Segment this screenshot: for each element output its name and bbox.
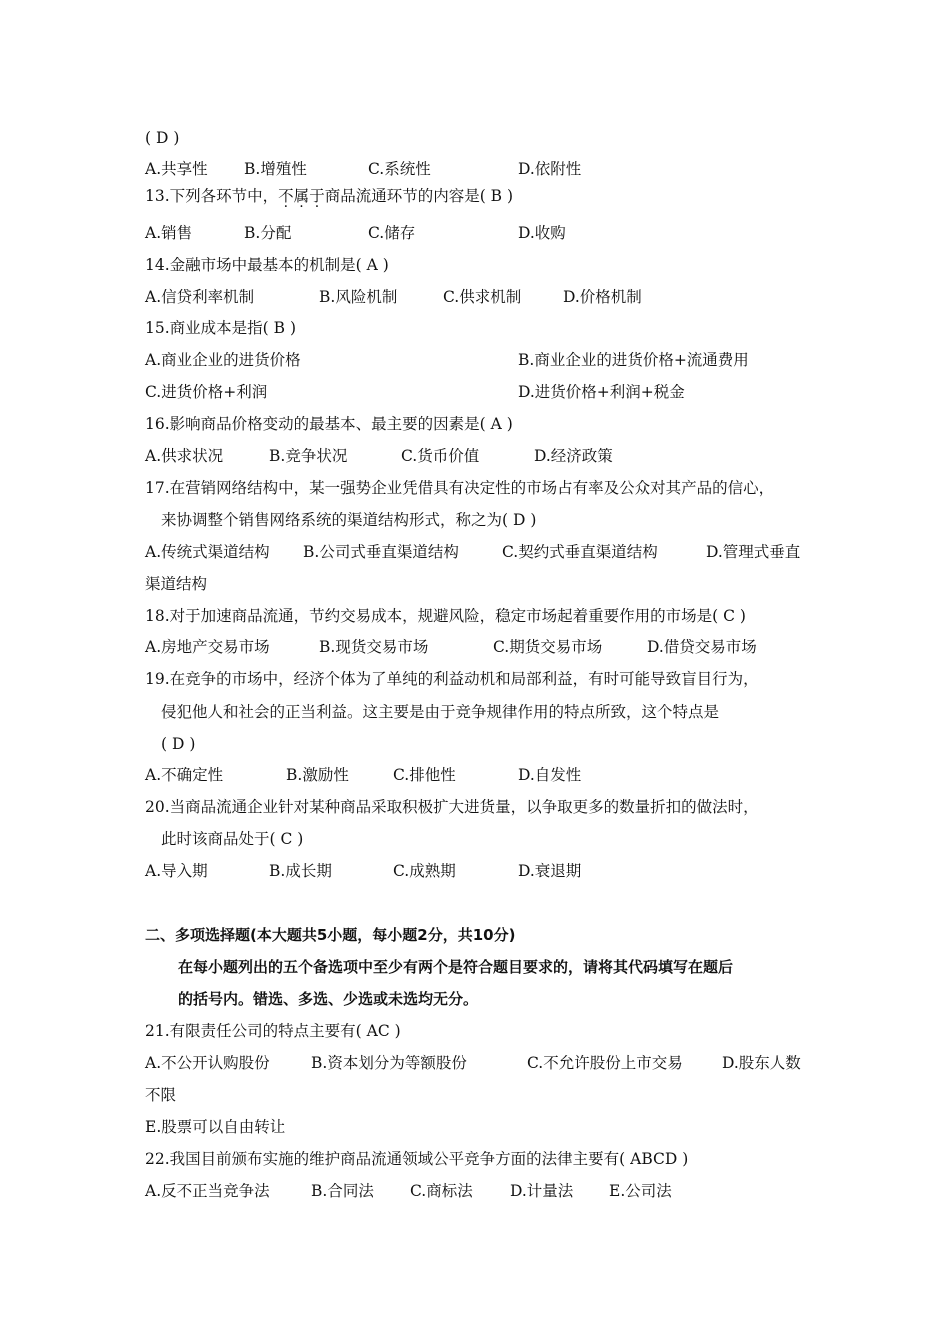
- q21-option-b: B.资本划分为等额股份: [311, 1054, 467, 1072]
- q18-option-d: D.借贷交易市场: [647, 638, 757, 656]
- q21-option-a: A.不公开认购股份: [145, 1054, 270, 1072]
- q21-option-c: C.不允许股份上市交易: [527, 1054, 683, 1072]
- q22-stem: 22.我国目前颁布实施的维护商品流通领域公平竞争方面的法律主要有( ABCD ): [145, 1150, 689, 1168]
- q17-option-d: D.管理式垂直: [706, 543, 801, 561]
- q20-stem-line1: 20.当商品流通企业针对某种商品采取积极扩大进货量，以争取更多的数量折扣的做法时，: [145, 798, 759, 816]
- q17-stem-line1: 17.在营销网络结构中，某一强势企业凭借具有决定性的市场占有率及公众对其产品的信心，: [145, 479, 775, 497]
- q18-stem: 18.对于加速商品流通，节约交易成本，规避风险，稳定市场起着重要作用的市场是( C ): [145, 607, 746, 625]
- q21-option-d: D.股东人数: [722, 1054, 801, 1072]
- q19-option-d: D.自发性: [518, 766, 582, 784]
- q14-option-b: B.风险机制: [319, 288, 398, 306]
- emphasis-char: 于: [309, 187, 325, 205]
- section-instructions-line2: 的括号内。错选、多选、少选或未选均无分。: [178, 990, 479, 1008]
- q16-option-a: A.供求状况: [145, 447, 224, 465]
- q20-option-b: B.成长期: [269, 862, 332, 880]
- q15-option-b: B.商业企业的进货价格+流通费用: [518, 351, 749, 369]
- q22-option-e: E.公司法: [609, 1182, 672, 1200]
- emphasis-char: 属: [293, 187, 310, 205]
- q17-stem-line2: 来协调整个销售网络系统的渠道结构形式，称之为( D ): [161, 511, 537, 529]
- q19-option-c: C.排他性: [393, 766, 456, 784]
- q12-option-c: C.系统性: [368, 160, 431, 178]
- q14-option-d: D.价格机制: [563, 288, 642, 306]
- q13-option-a: A.销售: [145, 224, 193, 242]
- q14-option-c: C.供求机制: [443, 288, 522, 306]
- q19-stem-line3: ( D ): [161, 735, 196, 753]
- q22-option-c: C.商标法: [410, 1182, 473, 1200]
- q17-option-a: A.传统式渠道结构: [145, 543, 270, 561]
- q20-option-c: C.成熟期: [393, 862, 456, 880]
- q14-option-a: A.信贷利率机制: [145, 288, 255, 306]
- q22-option-a: A.反不正当竞争法: [145, 1182, 270, 1200]
- q20-option-d: D.衰退期: [518, 862, 582, 880]
- q16-stem: 16.影响商品价格变动的最基本、最主要的因素是( A ): [145, 415, 513, 433]
- q18-option-a: A.房地产交易市场: [145, 638, 270, 656]
- q16-option-c: C.货币价值: [401, 447, 480, 465]
- emphasis-char: 不: [278, 187, 294, 205]
- q13-stem: 13.下列各环节中，不属于商品流通环节的内容是( B ): [145, 187, 514, 205]
- q17-option-d-cont: 渠道结构: [145, 575, 208, 593]
- q21-option-d-cont: 不限: [145, 1086, 177, 1104]
- q15-option-c: C.进货价格+利润: [145, 383, 268, 401]
- q17-option-c: C.契约式垂直渠道结构: [502, 543, 658, 561]
- q18-option-b: B.现货交易市场: [319, 638, 429, 656]
- q20-option-a: A.导入期: [145, 862, 208, 880]
- q15-stem: 15.商业成本是指( B ): [145, 319, 296, 337]
- q15-option-d: D.进货价格+利润+税金: [518, 383, 685, 401]
- section-instructions-line1: 在每小题列出的五个备选项中至少有两个是符合题目要求的，请将其代码填写在题后: [178, 958, 734, 976]
- q13-option-b: B.分配: [244, 224, 292, 242]
- q21-option-e: E.股票可以自由转让: [145, 1118, 286, 1136]
- q13-option-d: D.收购: [518, 224, 566, 242]
- q13-option-c: C.储存: [368, 224, 416, 242]
- q12-option-a: A.共享性: [145, 160, 208, 178]
- q12-option-b: B.增殖性: [244, 160, 307, 178]
- q12-option-d: D.依附性: [518, 160, 582, 178]
- q19-stem-line2: 侵犯他人和社会的正当利益。这主要是由于竞争规律作用的特点所致，这个特点是: [161, 703, 720, 721]
- q16-option-d: D.经济政策: [534, 447, 613, 465]
- q20-stem-line2: 此时该商品处于( C ): [161, 830, 304, 848]
- q17-option-b: B.公司式垂直渠道结构: [303, 543, 459, 561]
- q15-option-a: A.商业企业的进货价格: [145, 351, 301, 369]
- q14-stem: 14.金融市场中最基本的机制是( A ): [145, 256, 389, 274]
- q12-answer: ( D ): [145, 129, 180, 147]
- q21-stem: 21.有限责任公司的特点主要有( AC ): [145, 1022, 401, 1040]
- q22-option-d: D.计量法: [510, 1182, 574, 1200]
- q19-stem-line1: 19.在竞争的市场中，经济个体为了单纯的利益动机和局部利益，有时可能导致盲目行为，: [145, 670, 759, 688]
- q16-option-b: B.竞争状况: [269, 447, 348, 465]
- q19-option-b: B.激励性: [286, 766, 349, 784]
- q19-option-a: A.不确定性: [145, 766, 224, 784]
- q22-option-b: B.合同法: [311, 1182, 374, 1200]
- q18-option-c: C.期货交易市场: [493, 638, 603, 656]
- section-title: 二、多项选择题(本大题共5小题，每小题2分，共10分): [145, 926, 516, 944]
